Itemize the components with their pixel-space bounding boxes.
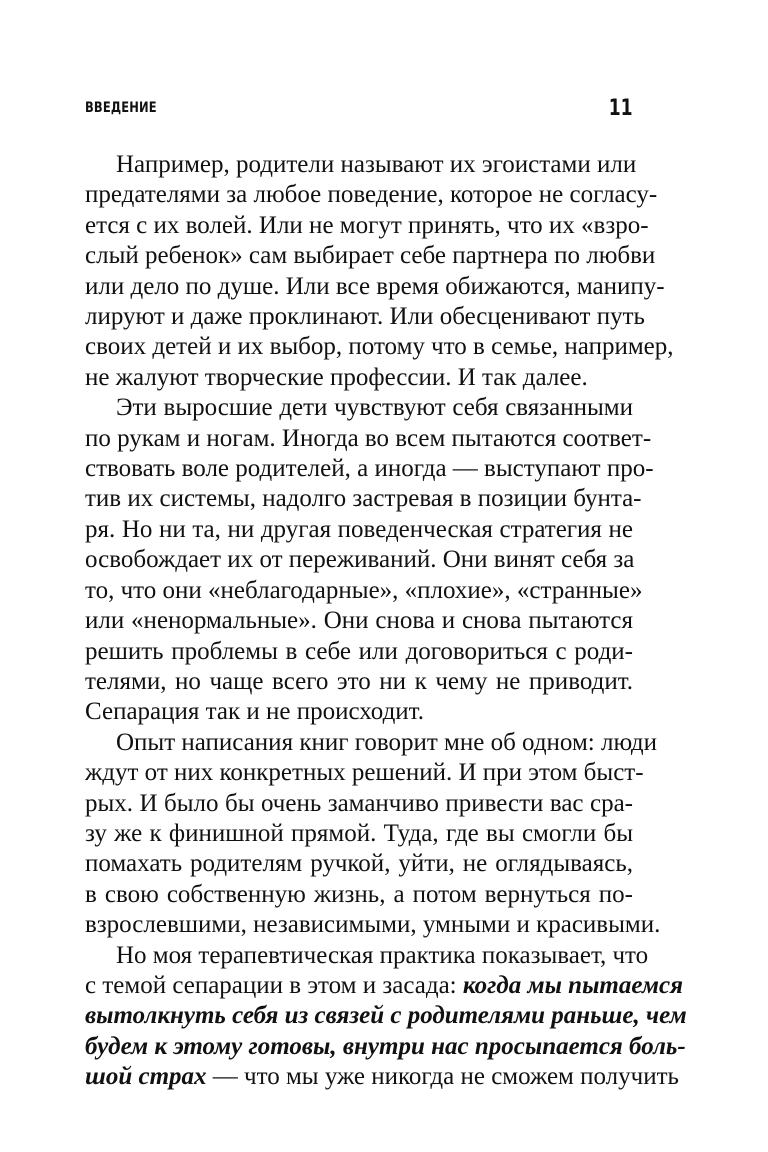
text-line: тив их системы, надолго застревая в позиции бунта- [85,485,642,513]
italic-segment: когда мы пытаемся [462,971,683,999]
paragraph-4 [85,941,687,1093]
italic-line: будем к этому готовы, внутри нас просыпается боль- [85,1032,686,1060]
text-line: Эти выросшие дети чувствуют себя связанными [116,394,633,422]
text-line: телями, но чаще всего это ни к чему не приводит. [85,667,633,695]
italic-segment: шой страх [85,1063,207,1091]
page-number: 11 [609,96,633,121]
text-line: ждут от них конкретных решений. И при этом быст- [85,759,644,787]
paragraph-2 [85,393,654,727]
text-line: или «ненормальные». Они снова и снова пытаются [85,607,633,635]
paragraph-1 [85,150,674,393]
text-line-mixed [85,1062,679,1092]
running-head: ВВЕДЕНИЕ [85,100,157,116]
text-line-mixed [85,971,683,1001]
text-line: или дело по душе. Или все время обижаются, манипу- [85,272,665,300]
text-line: ствовать воле родителей, а иногда — выступают про- [85,455,654,483]
text-segment: с темой сепарации в этом и засада: [85,971,463,999]
body-text [85,150,687,1093]
text-line: взрослевшими, независимыми, умными и красивыми. [85,911,661,939]
text-line: слый ребенок» сам выбирает себе партнера по любви [85,242,656,270]
text-line: помахать родителям ручкой, уйти, не оглядываясь, [85,850,633,878]
italic-line: вытолкнуть себя из связей с родителями раньше, чем [85,1002,687,1030]
text-line: Сепарация так и не происходит. [85,698,424,726]
text-line: лируют и даже проклинают. Или обесценивают путь [85,303,645,331]
text-line: Например, родители называют их эгоистами или [116,151,637,178]
text-line: предателями за любое поведение, которое не согласу- [85,181,658,209]
text-line: Но моя терапевтическая практика показывает, что [116,941,649,969]
text-line: зу же к финишной прямой. Туда, где вы смогли бы [85,819,633,847]
text-line: Опыт написания книг говорит мне об одном: люди [116,728,657,756]
text-line: рых. И было бы очень заманчиво привести вас сра- [85,789,633,817]
text-line: в свою собственную жизнь, а потом вернуться по- [85,880,633,908]
text-line: не жалуют творческие профессии. И так далее. [85,363,588,391]
text-line: то, что они «неблагодарные», «плохие», «странные» [85,576,643,604]
text-line: ря. Но ни та, ни другая поведенческая стратегия не [85,515,633,543]
text-line: своих детей и их выбор, потому что в семье, например, [85,333,674,361]
text-line: освобождает их от переживаний. Они винят себя за [85,546,635,574]
text-line: решить проблемы в себе или договориться с роди- [85,637,633,665]
text-line: по рукам и ногам. Иногда во всем пытаются соответ- [85,424,652,452]
text-line: ется с их волей. Или не могут принять, что их «взро- [85,211,649,239]
text-segment: — что мы уже никогда не сможем получить [206,1063,679,1091]
paragraph-3 [85,728,661,941]
